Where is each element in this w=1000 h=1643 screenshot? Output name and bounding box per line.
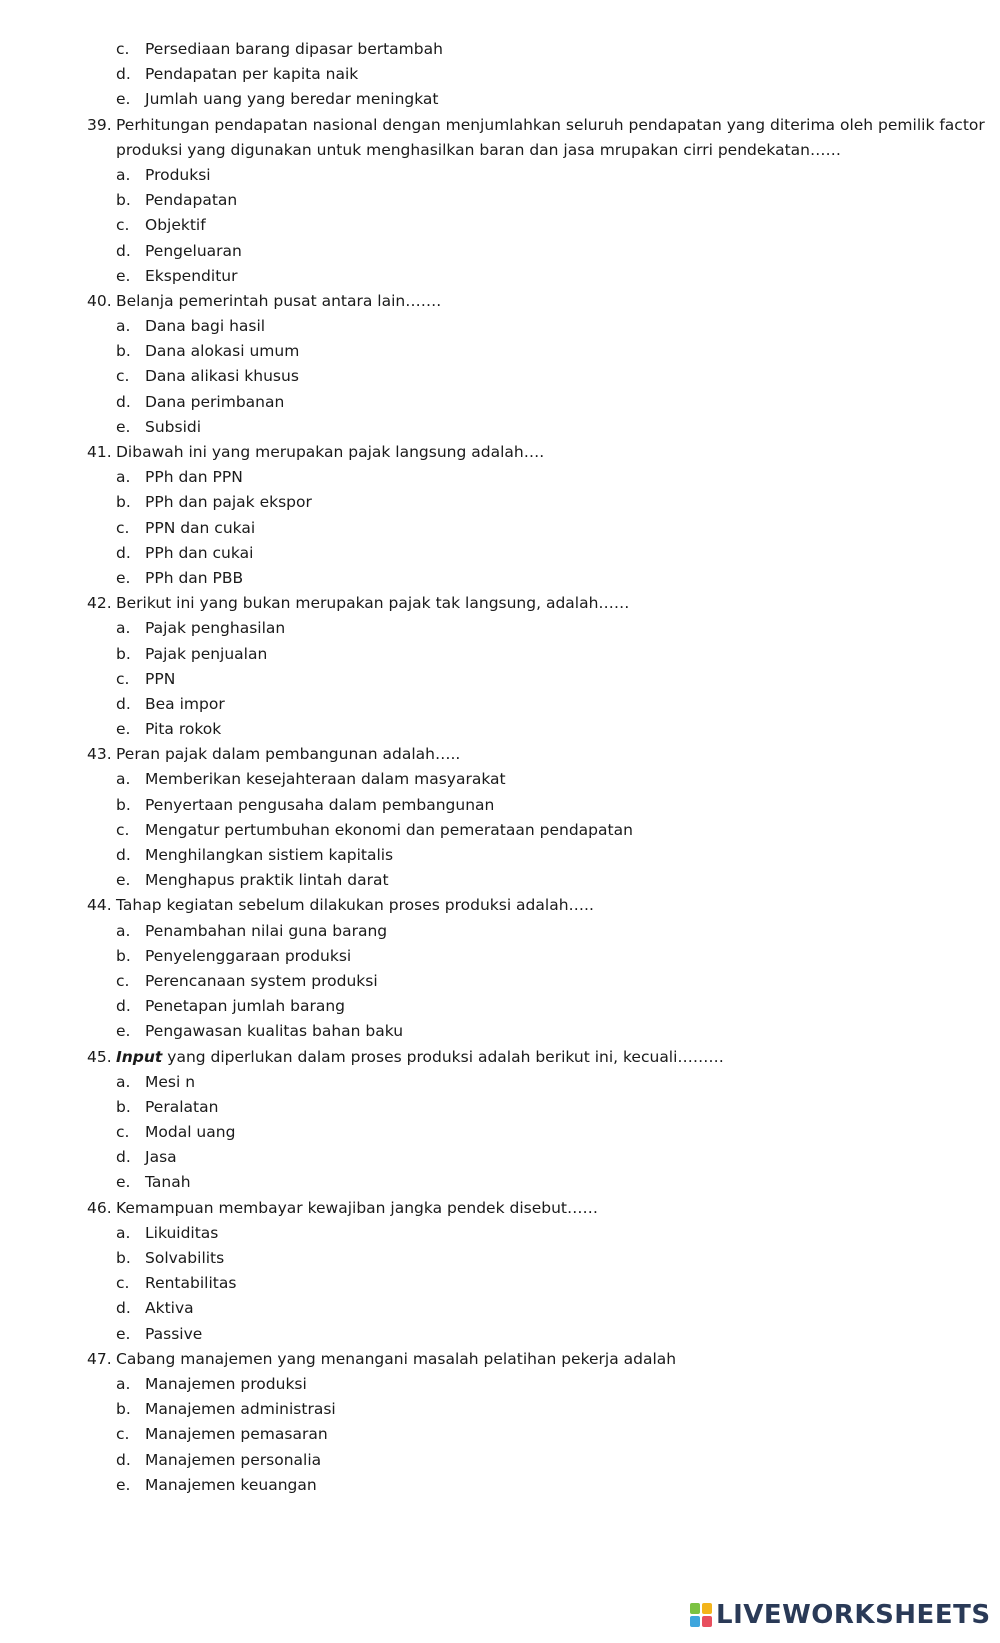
option-letter: c.	[116, 971, 130, 990]
option-text: PPh dan cukai	[145, 543, 254, 562]
question-text: Berikut ini yang bukan merupakan pajak tak langsung, adalah……	[116, 594, 630, 613]
answer-option	[0, 390, 1000, 415]
logo-tile	[702, 1603, 712, 1614]
option-letter: b.	[116, 1400, 131, 1419]
option-letter: e.	[116, 90, 131, 109]
answer-option	[0, 767, 1000, 792]
option-text: Dana alokasi umum	[145, 342, 300, 361]
answer-option	[0, 1372, 1000, 1397]
question-line	[0, 893, 1000, 918]
question-text: Belanja pemerintah pusat antara lain…….	[116, 291, 442, 310]
option-text: Penetapan jumlah barang	[145, 997, 346, 1016]
question-line	[0, 440, 1000, 465]
answer-option	[0, 415, 1000, 440]
option-letter: b.	[116, 493, 131, 512]
answer-option	[0, 1095, 1000, 1120]
answer-option	[0, 1221, 1000, 1246]
option-text: Penyelenggaraan produksi	[145, 946, 352, 965]
question-number: 43.	[87, 745, 112, 764]
option-letter: d.	[116, 241, 131, 260]
answer-option	[0, 1170, 1000, 1195]
option-text: Manajemen keuangan	[145, 1475, 317, 1494]
answer-option	[0, 642, 1000, 667]
footer-branding	[690, 1600, 991, 1630]
question-keyword: Input	[116, 1047, 163, 1066]
question-number: 47.	[87, 1349, 112, 1368]
question-number: 41.	[87, 443, 112, 461]
answer-option	[0, 566, 1000, 591]
option-letter: b.	[116, 342, 131, 361]
option-letter: a.	[116, 165, 131, 184]
answer-option	[0, 667, 1000, 692]
option-text: Solvabilits	[145, 1249, 225, 1267]
option-text: Dana bagi hasil	[145, 317, 266, 336]
option-letter: c.	[116, 1425, 130, 1444]
option-letter: d.	[116, 1299, 131, 1318]
option-letter: e.	[116, 871, 131, 890]
option-text: Penyertaan pengusaha dalam pembangunan	[145, 795, 495, 814]
option-text: Pendapatan	[145, 191, 238, 210]
option-text: Penambahan nilai guna barang	[145, 921, 388, 940]
question-number: 39.	[87, 115, 112, 134]
option-letter: a.	[116, 317, 131, 336]
answer-option	[0, 37, 1000, 62]
option-letter: e.	[116, 1324, 131, 1343]
option-letter: e.	[116, 1475, 131, 1494]
option-letter: e.	[116, 720, 131, 739]
option-letter: a.	[116, 619, 131, 638]
option-letter: c.	[116, 40, 130, 58]
option-letter: d.	[116, 65, 131, 84]
option-text: PPN dan cukai	[145, 518, 256, 537]
question-text	[116, 1045, 724, 1070]
worksheet-document	[0, 37, 1000, 1498]
option-letter: c.	[116, 518, 130, 537]
option-letter: e.	[116, 1173, 131, 1192]
option-text: Persediaan barang dipasar bertambah	[145, 40, 443, 58]
option-letter: d.	[116, 1450, 131, 1469]
option-text: Objektif	[145, 216, 206, 235]
answer-option	[0, 188, 1000, 213]
brand-name: LIVEWORKSHEETS	[716, 1600, 991, 1630]
option-text: Jasa	[145, 1148, 177, 1167]
option-letter: e.	[116, 1022, 131, 1041]
option-text: Perencanaan system produksi	[145, 971, 378, 990]
option-text: Peralatan	[145, 1097, 219, 1116]
answer-option	[0, 843, 1000, 868]
question-text: produksi yang digunakan untuk menghasilkan baran dan jasa mrupakan cirri pendekatan……	[116, 140, 842, 159]
option-letter: a.	[116, 921, 131, 940]
question-line	[0, 1196, 1000, 1221]
option-text: Dana alikasi khusus	[145, 367, 299, 386]
option-letter: c.	[116, 820, 130, 839]
question-text: Peran pajak dalam pembangunan adalah…..	[116, 745, 461, 764]
option-text: Menghapus praktik lintah darat	[145, 871, 389, 890]
question-line	[0, 113, 1000, 138]
option-text: Tanah	[145, 1173, 191, 1192]
option-text: Manajemen pemasaran	[145, 1425, 328, 1444]
option-letter: c.	[116, 216, 130, 235]
option-text: Aktiva	[145, 1299, 194, 1318]
question-line	[0, 289, 1000, 314]
answer-option	[0, 264, 1000, 289]
answer-option	[0, 163, 1000, 188]
option-text: Pajak penjualan	[145, 644, 268, 663]
option-text: Memberikan kesejahteraan dalam masyarakat	[145, 770, 506, 789]
option-letter: e.	[116, 417, 131, 436]
option-text: PPh dan PBB	[145, 568, 244, 587]
option-letter: d.	[116, 997, 131, 1016]
option-text: Menghilangkan sistiem kapitalis	[145, 846, 394, 864]
option-letter: d.	[116, 392, 131, 411]
answer-option	[0, 1019, 1000, 1044]
answer-option	[0, 516, 1000, 541]
option-text: Jumlah uang yang beredar meningkat	[145, 90, 439, 109]
answer-option	[0, 1271, 1000, 1296]
logo-tile	[702, 1616, 712, 1627]
option-letter: a.	[116, 1072, 131, 1091]
option-text: PPN	[145, 669, 176, 688]
question-number: 44.	[87, 896, 112, 915]
answer-option	[0, 1120, 1000, 1145]
answer-option	[0, 994, 1000, 1019]
answer-option	[0, 213, 1000, 238]
option-letter: c.	[116, 669, 130, 688]
option-letter: b.	[116, 191, 131, 210]
option-text: Pendapatan per kapita naik	[145, 65, 359, 84]
answer-option	[0, 616, 1000, 641]
answer-option	[0, 1296, 1000, 1321]
question-text: Tahap kegiatan sebelum dilakukan proses produksi adalah…..	[116, 896, 594, 915]
liveworksheets-logo-icon	[690, 1603, 712, 1627]
option-letter: b.	[116, 795, 131, 814]
question-continuation	[0, 138, 1000, 163]
option-text: PPh dan PPN	[145, 468, 243, 487]
option-text: Modal uang	[145, 1123, 236, 1142]
answer-option	[0, 868, 1000, 893]
option-text: Pajak penghasilan	[145, 619, 286, 638]
answer-option	[0, 1397, 1000, 1422]
option-letter: d.	[116, 694, 131, 713]
answer-option	[0, 919, 1000, 944]
answer-option	[0, 314, 1000, 339]
option-text: PPh dan pajak ekspor	[145, 493, 312, 512]
option-letter: d.	[116, 1148, 131, 1167]
answer-option	[0, 1448, 1000, 1473]
question-line	[0, 1045, 1000, 1070]
answer-option	[0, 1070, 1000, 1095]
option-text: Produksi	[145, 165, 211, 184]
question-number: 42.	[87, 594, 112, 613]
option-text: Manajemen produksi	[145, 1374, 307, 1393]
option-text: Pengeluaran	[145, 241, 242, 260]
option-text: Subsidi	[145, 417, 202, 436]
answer-option	[0, 339, 1000, 364]
option-letter: b.	[116, 1249, 131, 1267]
option-text: Bea impor	[145, 694, 225, 713]
question-number: 46.	[87, 1198, 112, 1217]
option-letter: a.	[116, 1223, 131, 1242]
question-text: Cabang manajemen yang menangani masalah pelatihan pekerja adalah	[116, 1349, 677, 1368]
option-letter: a.	[116, 468, 131, 487]
answer-option	[0, 1145, 1000, 1170]
answer-option	[0, 87, 1000, 112]
option-text: Likuiditas	[145, 1223, 219, 1242]
option-letter: b.	[116, 644, 131, 663]
answer-option	[0, 717, 1000, 742]
question-text: Kemampuan membayar kewajiban jangka pendek disebut……	[116, 1198, 598, 1217]
option-text: Rentabilitas	[145, 1274, 237, 1293]
answer-option	[0, 818, 1000, 843]
option-letter: a.	[116, 1374, 131, 1393]
option-letter: e.	[116, 266, 131, 285]
question-text: Dibawah ini yang merupakan pajak langsung adalah….	[116, 443, 545, 461]
logo-tile	[690, 1603, 700, 1614]
question-number: 45.	[87, 1047, 112, 1066]
option-letter: c.	[116, 367, 130, 386]
answer-option	[0, 1322, 1000, 1347]
answer-option	[0, 1473, 1000, 1498]
question-number: 40.	[87, 291, 112, 310]
logo-tile	[690, 1616, 700, 1627]
option-text: Passive	[145, 1324, 203, 1343]
option-text: Pita rokok	[145, 720, 222, 739]
answer-option	[0, 465, 1000, 490]
answer-option	[0, 969, 1000, 994]
answer-option	[0, 364, 1000, 389]
option-letter: e.	[116, 568, 131, 587]
option-letter: d.	[116, 846, 131, 864]
option-letter: b.	[116, 946, 131, 965]
answer-option	[0, 692, 1000, 717]
answer-option	[0, 490, 1000, 515]
question-line	[0, 591, 1000, 616]
answer-option	[0, 793, 1000, 818]
question-text: Perhitungan pendapatan nasional dengan menjumlahkan seluruh pendapatan yang diterima oleh pemilik factor	[116, 115, 985, 134]
option-letter: b.	[116, 1097, 131, 1116]
option-letter: a.	[116, 770, 131, 789]
option-letter: d.	[116, 543, 131, 562]
answer-option	[0, 1246, 1000, 1271]
question-text-rest: yang diperlukan dalam proses produksi adalah berikut ini, kecuali………	[162, 1047, 724, 1066]
answer-option	[0, 62, 1000, 87]
option-text: Dana perimbanan	[145, 392, 285, 411]
option-text: Pengawasan kualitas bahan baku	[145, 1022, 404, 1041]
option-letter: c.	[116, 1274, 130, 1293]
option-text: Manajemen administrasi	[145, 1400, 336, 1419]
option-text: Ekspenditur	[145, 266, 238, 285]
option-letter: c.	[116, 1123, 130, 1142]
option-text: Mengatur pertumbuhan ekonomi dan pemerataan pendapatan	[145, 820, 633, 839]
answer-option	[0, 1422, 1000, 1447]
answer-option	[0, 944, 1000, 969]
answer-option	[0, 239, 1000, 264]
answer-option	[0, 541, 1000, 566]
option-text: Manajemen personalia	[145, 1450, 322, 1469]
question-line	[0, 1347, 1000, 1372]
question-line	[0, 742, 1000, 767]
option-text: Mesi n	[145, 1072, 196, 1091]
